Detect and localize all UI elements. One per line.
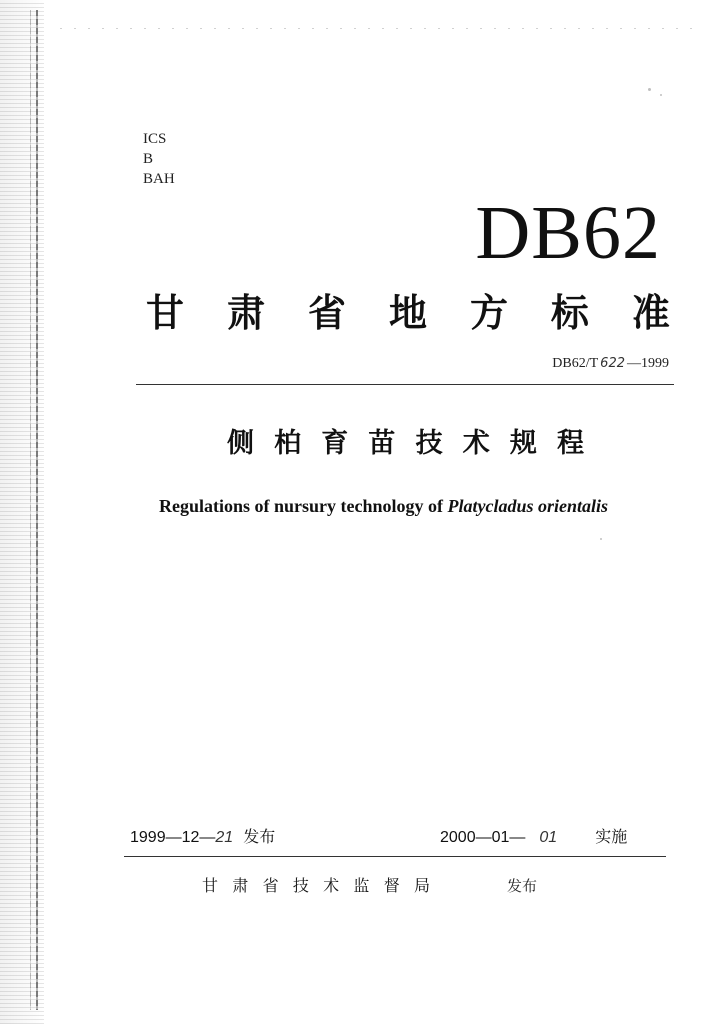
document-title-en-regular: Regulations of nursury technology of — [159, 496, 448, 516]
issue-date-handwritten: 21 — [215, 829, 234, 846]
header-divider — [136, 384, 674, 385]
scan-top-noise — [60, 28, 700, 29]
issuer-name-char: 肃 — [232, 876, 249, 895]
scan-binding-line-faint — [30, 10, 31, 1010]
document-title-char: 柏 — [274, 428, 302, 459]
standard-type-char: 肃 — [226, 291, 265, 335]
ics-code: ICS — [143, 131, 167, 147]
issuer-name-char: 局 — [413, 876, 430, 895]
scan-binding-line — [36, 10, 38, 1010]
document-title-en — [159, 496, 659, 517]
standard-type-char: 方 — [469, 291, 508, 335]
scan-speck — [600, 538, 602, 540]
document-title-char: 苗 — [368, 428, 396, 459]
issue-date — [130, 824, 275, 847]
standard-type-char: 标 — [550, 291, 589, 335]
document-title-char: 规 — [509, 428, 537, 459]
standard-number-prefix: DB62/T — [552, 356, 599, 371]
document-title-char: 术 — [462, 428, 490, 459]
standard-type-char: 甘 — [146, 291, 185, 335]
document-title-char: 育 — [321, 428, 349, 459]
issuer-name-char: 省 — [262, 876, 279, 895]
standard-number-handwritten: 622 — [600, 356, 625, 371]
issuer-name-char: 甘 — [202, 876, 219, 895]
issue-date-printed: 1999—12— — [130, 829, 216, 846]
issuer-action: 发布 — [507, 877, 538, 895]
issuer-name — [202, 873, 430, 896]
scan-speck — [648, 88, 651, 91]
standard-type-title — [146, 282, 670, 337]
scan-speck — [660, 94, 662, 96]
effective-date — [440, 824, 627, 847]
standard-number — [552, 356, 669, 372]
document-title-en-species: Platycladus orientalis — [447, 496, 609, 516]
class-code: B — [143, 151, 154, 167]
classification-block — [143, 129, 175, 189]
effective-date-handwritten: 01 — [539, 829, 558, 846]
effective-date-printed: 2000—01— — [440, 829, 526, 846]
document-title-cn — [227, 421, 584, 460]
standard-type-char: 准 — [631, 291, 670, 335]
issuer-name-char: 督 — [383, 876, 400, 895]
filing-code: BAH — [143, 171, 175, 187]
issue-label: 发布 — [243, 829, 276, 846]
standard-mark: DB62 — [475, 191, 661, 275]
issuer-name-char: 技 — [292, 876, 309, 895]
footer-divider — [124, 856, 666, 857]
issuer-name-char: 术 — [323, 876, 340, 895]
document-title-char: 技 — [415, 428, 443, 459]
standard-number-suffix: —1999 — [627, 356, 669, 371]
standard-type-char: 地 — [388, 291, 427, 335]
standard-type-char: 省 — [307, 291, 346, 335]
effective-label: 实施 — [595, 829, 628, 846]
document-title-char: 程 — [556, 428, 584, 459]
document-title-char: 侧 — [227, 428, 254, 459]
issuer-name-char: 监 — [353, 876, 370, 895]
